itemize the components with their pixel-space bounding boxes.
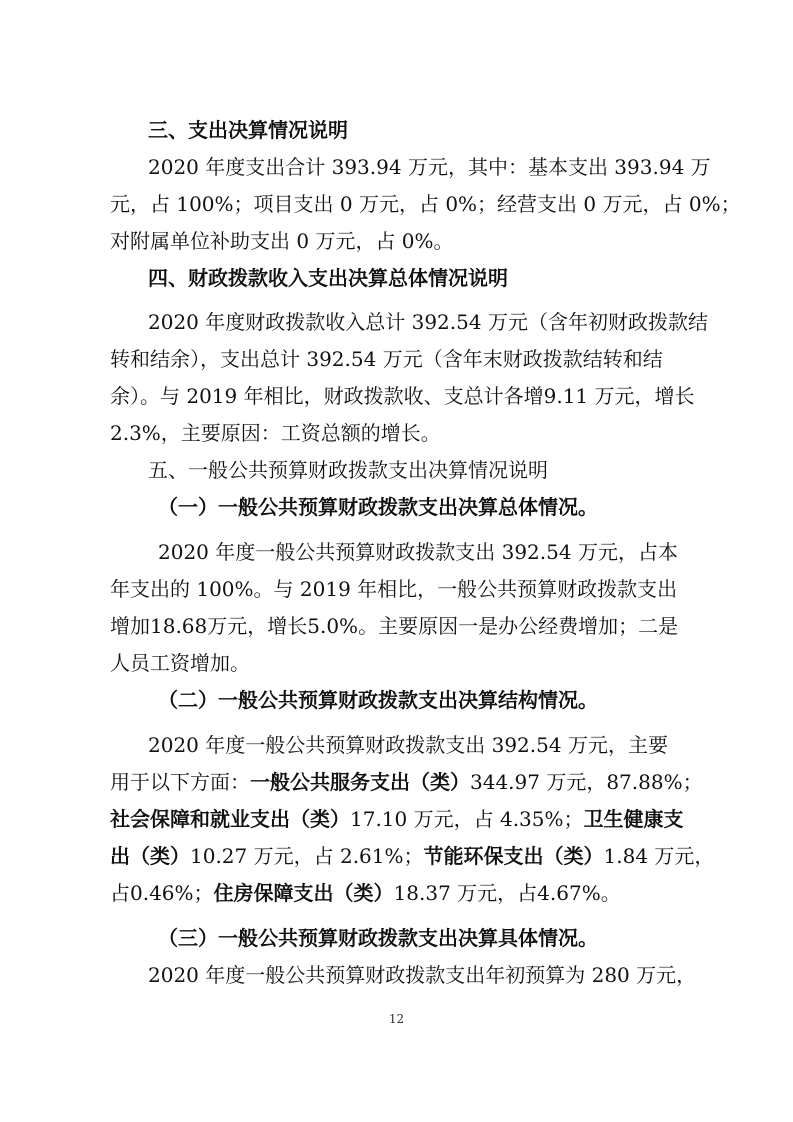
section-3-text-line-2: 元，占 100%；项目支出 0 万元，占 0%；经营支出 0 万元，占 0%； <box>110 192 741 216</box>
text-run: 1.84 万元， <box>603 844 715 868</box>
subsection-2-text-line-1: 2020 年度一般公共预算财政拨款支出 392.54 万元，主要 <box>148 733 668 757</box>
category-social-security: 社会保障和就业支出（类） <box>110 807 350 831</box>
section-4-text-line-4: 2.3%，主要原因：工资总额的增长。 <box>110 421 441 445</box>
section-3-heading: 三、支出决算情况说明 <box>148 118 348 142</box>
section-3-text-line-1: 2020 年度支出合计 393.94 万元，其中：基本支出 393.94 万 <box>148 155 711 179</box>
subsection-1-text-line-4: 人员工资增加。 <box>110 651 250 675</box>
text-run: 10.27 万元，占 2.61%； <box>190 844 424 868</box>
section-3-text-line-3: 对附属单位补助支出 0 万元，占 0%。 <box>110 229 454 253</box>
category-health-part-2: 出（类） <box>110 844 190 868</box>
category-environmental: 节能环保支出（类） <box>423 844 604 868</box>
subsection-1-text-line-1: 2020 年度一般公共预算财政拨款支出 392.54 万元，占本 <box>158 540 678 564</box>
section-4-text-line-2: 转和结余），支出总计 392.54 万元（含年末财政拨款结转和结 <box>110 347 663 371</box>
subsection-2-text-line-5 <box>110 881 621 905</box>
text-run: 344.97 万元，87.88%； <box>470 770 703 794</box>
text-run: 占0.46%； <box>110 881 214 905</box>
section-4-text-line-1: 2020 年度财政拨款收入总计 392.54 万元（含年初财政拨款结 <box>148 310 708 334</box>
subsection-3-text-line-1: 2020 年度一般公共预算财政拨款支出年初预算为 280 万元， <box>148 963 697 987</box>
section-4-text-line-3: 余）。与 2019 年相比，财政拨款收、支总计各增9.11 万元，增长 <box>110 384 695 408</box>
subsection-2-text-line-4 <box>110 844 714 868</box>
subsection-1-text-line-3: 增加18.68万元，增长5.0%。主要原因一是办公经费增加；二是 <box>110 614 679 638</box>
category-health-part-1: 卫生健康支 <box>583 807 684 831</box>
category-housing: 住房保障支出（类） <box>213 881 394 905</box>
subsection-1-heading: （一）一般公共预算财政拨款支出决算总体情况。 <box>158 495 598 519</box>
section-4-heading: 四、财政拨款收入支出决算总体情况说明 <box>148 266 508 290</box>
text-run: 17.10 万元，占 4.35%； <box>350 807 584 831</box>
subsection-2-text-line-3 <box>110 807 684 831</box>
category-general-public-services: 一般公共服务支出（类） <box>250 770 470 794</box>
page-number: 12 <box>388 1012 405 1026</box>
text-run: 18.37 万元，占4.67%。 <box>393 881 621 905</box>
subsection-1-text-line-2: 年支出的 100%。与 2019 年相比，一般公共预算财政拨款支出 <box>110 577 678 601</box>
subsection-3-heading: （三）一般公共预算财政拨款支出决算具体情况。 <box>158 926 598 950</box>
subsection-2-heading: （二）一般公共预算财政拨款支出决算结构情况。 <box>158 688 598 712</box>
text-run: 用于以下方面： <box>110 770 250 794</box>
section-5-heading: 五、一般公共预算财政拨款支出决算情况说明 <box>148 458 548 482</box>
subsection-2-text-line-2 <box>110 770 703 794</box>
